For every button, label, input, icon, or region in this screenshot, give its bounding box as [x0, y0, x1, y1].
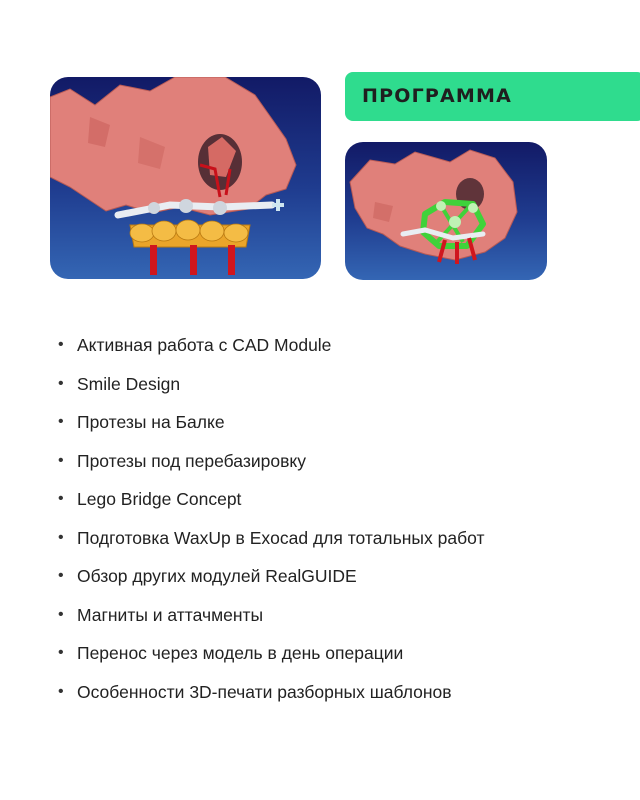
list-item: • Протезы на Балке [58, 412, 225, 432]
list-item: • Подготовка WaxUp в Exocad для тотальных работ [58, 527, 485, 548]
jaw-implant-bar-image [50, 77, 321, 279]
bullet-icon: • [58, 567, 64, 584]
bullet-icon: • [58, 374, 64, 392]
bullet-icon: • [58, 451, 64, 469]
list-item: • Магниты и аттачменты [58, 604, 264, 625]
list-item: • Протезы под перебазировку [58, 450, 306, 471]
jaw-surgical-guide-3d-model-icon [345, 142, 547, 280]
bullet-icon: • [58, 682, 64, 700]
list-item: • Особенности 3D-печати разборных шаблонов [58, 681, 452, 702]
bullet-icon: • [58, 336, 64, 353]
list-item: • Перенос через модель в день операции [58, 643, 404, 663]
list-item: • Обзор других модулей RealGUIDE [58, 566, 357, 586]
bullet-icon: • [58, 644, 64, 661]
list-item: • Smile Design [58, 373, 181, 394]
program-header-badge [345, 72, 640, 121]
list-item: • Активная работа с CAD Module [58, 335, 332, 355]
bullet-icon: • [58, 490, 64, 507]
program-title: ПРОГРАММА [362, 85, 513, 107]
jaw-surgical-guide-image [345, 142, 547, 280]
list-item: • Lego Bridge Concept [58, 489, 242, 509]
bullet-icon: • [58, 528, 64, 546]
bullet-icon: • [58, 605, 64, 623]
bullet-icon: • [58, 413, 64, 430]
program-list [58, 334, 484, 719]
jaw-implant-bar-3d-model-icon [50, 77, 321, 279]
